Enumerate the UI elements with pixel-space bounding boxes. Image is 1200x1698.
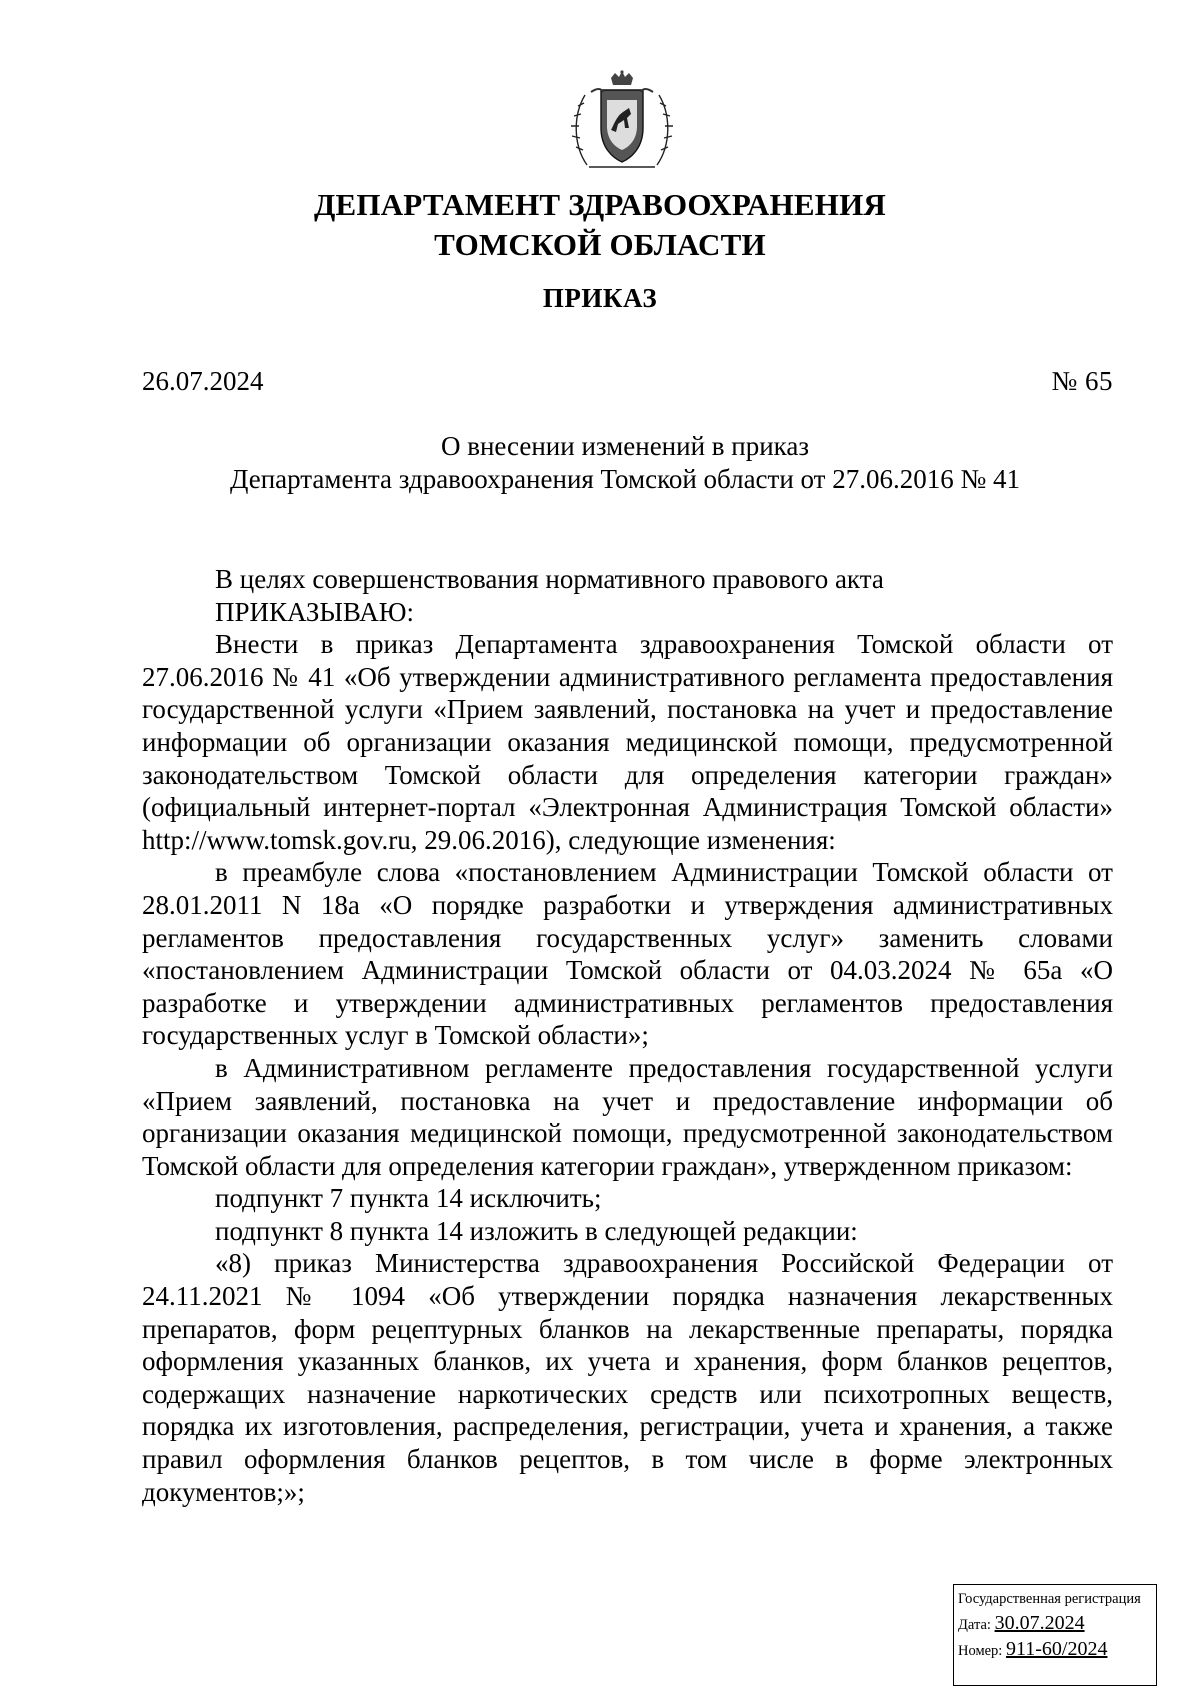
registration-number-label: Номер: — [958, 1643, 1003, 1659]
subject-line2: Департамента здравоохранения Томской области от 27.06.2016 № 41 — [229, 464, 1020, 494]
order-body — [142, 563, 1113, 1508]
registration-number-value: 911-60/2024 — [1005, 1638, 1108, 1660]
document-type-title: ПРИКАЗ — [542, 283, 658, 313]
paragraph-subitem-8-text: «8) приказ Министерства здравоохранения Российской Федерации от 24.11.2021 № 1094 «Об утверждении порядка назначения лекарственных препаратов, форм рецептурных бланков на лекарственные препараты, порядка оформления указанных бланков, их учета и хранения, форм бланков рецептов, содержащих назначение наркотических средств или психотропных веществ, порядка их изготовления, распределения, регистрации, учета и хранения, а также правил оформления бланков рецептов, в том числе в форме электронных документов;»; — [142, 1248, 1113, 1507]
paragraph-order: ПРИКАЗЫВАЮ: — [215, 596, 414, 627]
coat-of-arms-emblem — [567, 70, 677, 173]
subject-line1: О внесении изменений в приказ — [440, 431, 810, 461]
registration-number-row — [958, 1637, 1156, 1663]
registration-date-row — [958, 1611, 1156, 1637]
registration-title: Государственная регистрация — [958, 1591, 1141, 1607]
department-name-line1: ДЕПАРТАМЕНТ ЗДРАВООХРАНЕНИЯ — [314, 187, 886, 222]
order-subject — [140, 430, 1110, 496]
registration-date-label: Дата: — [958, 1617, 991, 1633]
registration-date-value: 30.07.2024 — [994, 1612, 1085, 1634]
order-number: № 65 — [1051, 366, 1113, 396]
paragraph-preamble-change: в преамбуле слова «постановлением Администрации Томской области от 28.01.2011 N 18а «О порядке разработки и утверждения административных регламентов предоставления государственных услуг» заменить словами «постановлением Администрации Томской области от 04.03.2024 № 65а «О разработке и утверждении административных регламентов предоставления государственных услуг в Томской области»; — [142, 857, 1113, 1051]
paragraph-subitem-7: подпункт 7 пункта 14 исключить; — [215, 1183, 602, 1214]
order-date: 26.07.2024 — [142, 366, 264, 396]
paragraph-purpose: В целях совершенствования нормативного правового акта — [215, 564, 884, 594]
paragraph-subitem-8: подпункт 8 пункта 14 изложить в следующей редакции: — [215, 1215, 858, 1246]
paragraph-amend-intro: Внести в приказ Департамента здравоохранения Томской области от 27.06.2016 № 41 «Об утверждении административного регламента предоставления государственной услуги «Прием заявлений, постановка на учет и предоставление информации об организации оказания медицинской помощи, предусмотренной законодательством Томской области для определения категории граждан» (официальный интернет-портал «Электронная Администрация Томской области» http://www.tomsk.gov.ru, 29.06.2016), следующие изменения: — [142, 629, 1113, 855]
paragraph-regulation-change: в Административном регламенте предоставления государственной услуги «Прием заявлений, постановка на учет и предоставление информации об организации оказания медицинской помощи, предусмотренной законодательством Томской области для определения категории граждан», утвержденном приказом: — [142, 1052, 1113, 1181]
registration-stamp — [953, 1584, 1157, 1686]
department-name-line2: ТОМСКОЙ ОБЛАСТИ — [434, 227, 766, 262]
